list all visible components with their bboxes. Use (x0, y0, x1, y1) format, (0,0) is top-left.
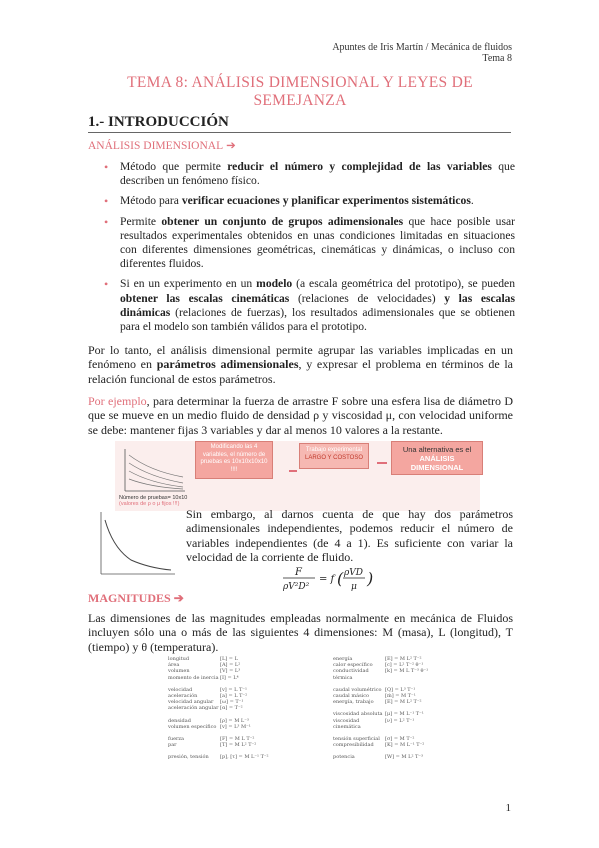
graph-caption (119, 495, 187, 507)
table-row (333, 742, 443, 748)
alternative-highlight: ANÁLISIS DIMENSIONAL (410, 454, 464, 472)
quantity-dimension: [T] = M L² T⁻² (220, 742, 257, 749)
quantity-name: potencia (333, 754, 355, 761)
bullet-text: Método que permite (120, 160, 228, 173)
quantity-name: energía (333, 656, 353, 662)
bullet-text: Si en un experimento en un (120, 277, 257, 291)
graph-caption-line: Número de pruebas= 10x10 (119, 495, 188, 501)
experimental-work-box (299, 443, 369, 469)
quantity-name: volumen (168, 668, 190, 675)
table-row (168, 754, 298, 760)
arrow-right-icon: ➔ (173, 591, 184, 605)
quantity-name: longitud (168, 656, 190, 662)
quantity-dimension: [Q] = L³ T⁻¹ (385, 686, 416, 693)
quantity-name: velocidad angular (168, 699, 214, 706)
dimensions-table-right (333, 656, 443, 761)
quantity-dimension: [v] = L³ M⁻¹ (220, 723, 251, 730)
paragraph-text: , y expresar el problema en términos de la relación funcional de estos parámetros. (88, 357, 513, 386)
bullet-icon: • (104, 160, 109, 174)
bullet-item (100, 277, 515, 334)
section-heading: 1.- INTRODUCCIÓN (88, 114, 229, 130)
quantity-name: área (168, 662, 180, 669)
bullet-bold: obtener las escalas cinemáticas (120, 291, 290, 305)
quantity-name: velocidad (168, 686, 193, 693)
bullet-text: que hace posible usar resultados experimentales obtenidos en unas condiciones limitadas en situaciones con diferentes dimensiones geométricas, cinemáticas y dinámicas, o incluso con diferentes fluidos. (120, 214, 516, 271)
quantity-dimension: [F] = M L T⁻² (220, 736, 255, 743)
quantity-name: compresibilidad (333, 742, 374, 749)
bullet-list (100, 160, 515, 340)
title-line-1: TEMA 8: ANÁLISIS DIMENSIONAL Y LEYES DE (127, 74, 473, 91)
page-number: 1 (505, 802, 511, 814)
quantity-name: tensión superficial (333, 736, 380, 743)
table-row (333, 718, 443, 730)
header-topic-line: Tema 8 (482, 53, 512, 64)
svg-text:μ: μ (351, 582, 357, 592)
bullet-text: Permite (120, 214, 162, 228)
bullet-bold: obtener un conjunto de grupos adimensionales (161, 214, 404, 228)
quantity-name: calor específico (333, 662, 373, 669)
table-row (168, 705, 298, 711)
running-header (332, 42, 512, 64)
quantity-dimension: [k] = M L T⁻³ θ⁻¹ (385, 668, 429, 675)
drag-coefficient-graph (91, 508, 181, 586)
bullet-text: (relaciones de fuerzas), los resultados adimensionales que se obtienen para el modelo son también válidos para el prototipo. (120, 305, 515, 334)
table-row (333, 668, 443, 680)
quantity-dimension: [μ] = M L⁻¹ T⁻¹ (385, 711, 424, 718)
svg-text:): ) (367, 569, 374, 588)
quantity-name: caudal másico (333, 693, 370, 700)
bullet-icon: • (104, 214, 109, 229)
section-rule (88, 132, 511, 133)
svg-text:ρV²D²: ρV²D² (283, 582, 310, 592)
bullet-text: (a escala geométrica del prototipo), se pueden (292, 277, 515, 291)
dimensional-analysis-box (391, 441, 483, 475)
quantity-dimension: [ρ] = M L⁻³ (220, 717, 249, 724)
quantity-dimension: [E] = M L² T⁻² (385, 656, 422, 662)
paragraph-dimensions: Las dimensiones de las magnitudes empleadas normalmente en mecánica de Fluidos incluyen sólo una o más de las siguientes 4 dimensiones: M (masa), L (longitud), T (tiempo) y θ (temperatura). (88, 611, 513, 654)
paragraph-reduction: Sin embargo, al darnos cuenta de que hay dos parámetros adimensionales independientes, podemos reducir el número de variables independientes (de 4 a 1). Es suficiente con variar la velocidad de la corriente de fluido. (186, 507, 513, 565)
paragraph-text: , para determinar la fuerza de arrastre F sobre una esfera lisa de diámetro D que se mueve en un medio fluido de densidad ρ y viscosidad μ, con velocidad uniforme se debe: mantener fijas 3 variables y dar al menos 10 valores a la restante. (88, 394, 513, 437)
quantity-name: caudal volumétrico (333, 686, 382, 693)
paragraph-bold: parámetros adimensionales (156, 357, 299, 372)
paragraph-text: Por lo tanto, el análisis dimensional permite agrupar las variables implicadas en un fenómeno en (88, 343, 513, 372)
quantity-name: aceleración (168, 693, 198, 700)
table-row (168, 724, 298, 730)
quantity-dimension: [a] = L T⁻² (220, 693, 248, 700)
graph-caption-line: (valores de ρ o μ fijos !!!) (119, 501, 180, 507)
experimental-work-text: Trabajo experimental (305, 447, 363, 453)
experiment-figure (115, 441, 480, 511)
quantity-dimension: [α] = T⁻² (220, 705, 243, 712)
dimensions-table-left (168, 656, 298, 761)
quantity-name: momento de inercia (168, 674, 219, 681)
bullet-icon: • (104, 194, 109, 209)
quantity-dimension: [v] = L T⁻¹ (220, 686, 247, 693)
table-row (168, 742, 298, 748)
bullet-text: que describen un fenómeno físico. (120, 160, 516, 188)
tests-count-box (195, 441, 273, 479)
bullet-item (100, 160, 515, 188)
bullet-item (100, 194, 515, 208)
bullet-bold: modelo (256, 277, 293, 291)
quantity-name: densidad (168, 717, 191, 724)
quantity-name: presión, tensión (168, 754, 209, 761)
bullet-bold: verificar ecuaciones y planificar experimentos sistemáticos (181, 194, 471, 208)
page-title (90, 74, 510, 110)
subheading-magnitudes-text: MAGNITUDES (88, 591, 171, 605)
paragraph-example (88, 394, 513, 437)
quantity-dimension: [ṁ] = M T⁻¹ (385, 693, 416, 700)
bullet-item (100, 215, 515, 272)
quantity-name: fuerza (168, 736, 185, 743)
quantity-name: viscosidad absoluta (333, 711, 383, 718)
subheading-analisis (88, 138, 236, 152)
subheading-analisis-text: ANÁLISIS DIMENSIONAL (88, 140, 224, 152)
table-row (333, 754, 443, 760)
paragraph-intro (88, 343, 513, 386)
quantity-dimension: [V] = L³ (220, 668, 241, 675)
quantity-dimension: [I] = L⁴ (220, 674, 239, 681)
bullet-text: (relaciones de velocidades) (289, 291, 445, 305)
title-line-2: SEMEJANZA (253, 92, 347, 109)
subheading-magnitudes (88, 591, 184, 606)
dimensionless-formula (281, 565, 391, 597)
quantity-name: viscosidad cinemática (333, 717, 361, 730)
quantity-name: energía, trabajo (333, 699, 374, 706)
bullet-text: . (470, 194, 474, 208)
quantity-name: conductividad térmica (333, 668, 369, 681)
bullet-icon: • (104, 277, 109, 292)
quantity-dimension: [W] = M L² T⁻³ (385, 754, 424, 761)
formula-graphic (281, 565, 391, 593)
quantity-dimension: [σ] = M T⁻² (385, 736, 415, 743)
svg-text:F: F (295, 567, 302, 578)
quantity-name: volumen específico (168, 723, 217, 730)
header-author-line: Apuntes de Iris Martín / Mecánica de fluidos (332, 42, 512, 53)
quantity-dimension: [L] = L (220, 656, 238, 662)
quantity-dimension: [ω] = T⁻¹ (220, 699, 244, 706)
table-row (168, 675, 298, 681)
experimental-work-cost: LARGO Y COSTOSO (304, 454, 364, 461)
quantity-dimension: [p], [τ] = M L⁻¹ T⁻² (220, 754, 269, 761)
tests-count-text: Modificando las 4 variables, el número de pruebas es 10x10x10x10 !!!! (200, 444, 268, 473)
dimensions-table (168, 656, 433, 776)
table-row (333, 699, 443, 705)
alternative-text: Una alternativa es el (402, 445, 472, 454)
quantity-name: par (168, 742, 177, 749)
bullet-text: Método para (120, 194, 182, 208)
example-lead: Por ejemplo (88, 394, 147, 408)
bullet-bold: y las escalas dinámicas (120, 291, 515, 319)
quantity-dimension: [E] = M L² T⁻² (385, 699, 422, 706)
svg-text:ρVD: ρVD (344, 568, 364, 578)
quantity-dimension: [ν] = L² T⁻¹ (385, 717, 415, 724)
quantity-name: aceleración angular (168, 705, 219, 712)
svg-text:(: ( (337, 569, 344, 588)
quantity-dimension: [A] = L² (220, 662, 241, 669)
svg-text:= f: = f (319, 574, 335, 585)
arrow-right-icon: ➔ (226, 140, 236, 152)
quantity-dimension: [K] = M L⁻¹ T⁻² (385, 742, 425, 749)
bullet-bold: reducir el número y complejidad de las variables (227, 160, 492, 173)
quantity-dimension: [c] = L² T⁻² θ⁻¹ (385, 662, 424, 669)
